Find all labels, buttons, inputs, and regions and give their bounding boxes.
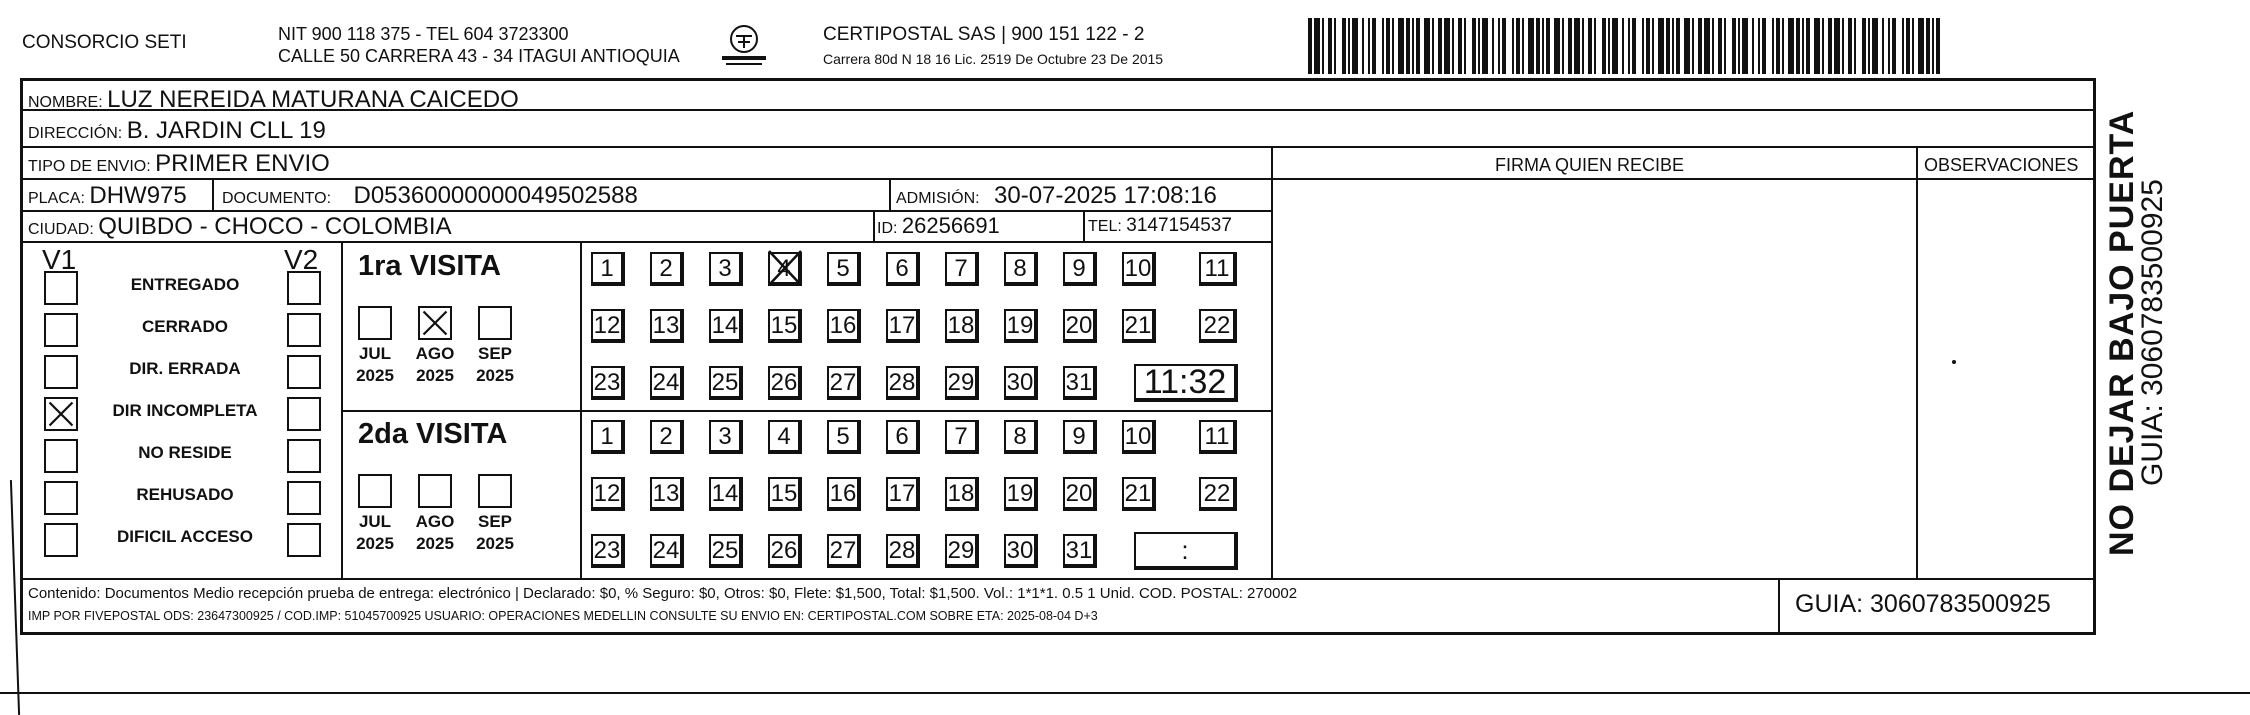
month-checkbox[interactable] [358,474,392,508]
placa-row [28,182,187,210]
tel-label: TEL: [1088,218,1122,235]
day-box[interactable]: 4 [768,420,802,454]
day-box[interactable]: 19 [1004,309,1038,343]
day-box[interactable]: 12 [591,477,625,511]
month-label: JUL [358,512,392,531]
footer-line2: IMP POR FIVEPOSTAL ODS: 23647300925 / COD.IMP: 51045700925 USUARIO: OPERACIONES MEDELLIN CONSULTE SU ENVIO EN: CERTIPOSTAL.COM SOBRE ETA: 2025-08-04 D+3 [28,609,1098,623]
admision-label: ADMISIÓN: [896,190,980,207]
year-label: 2025 [356,534,394,553]
tipo-row [28,150,330,178]
day-box[interactable]: 15 [768,477,802,511]
day-box[interactable]: 2 [650,420,684,454]
month-label: AGO [415,344,455,363]
day-box[interactable]: 3 [709,252,743,286]
day-box[interactable]: 17 [886,309,920,343]
id-row [877,213,1000,239]
month-label: AGO [415,512,455,531]
day-box[interactable]: 14 [709,309,743,343]
direccion-value: B. JARDIN CLL 19 [126,117,326,144]
month-checkbox[interactable] [418,306,452,340]
v2-checkbox[interactable] [287,313,321,347]
day-box[interactable]: 9 [1063,252,1097,286]
day-box[interactable]: 10 [1122,252,1156,286]
month-checkbox[interactable] [358,306,392,340]
day-box[interactable]: 7 [945,420,979,454]
day-box[interactable]: 5 [827,252,861,286]
day-box[interactable]: 9 [1063,420,1097,454]
day-box[interactable]: 13 [650,477,684,511]
id-label: ID: [877,220,898,237]
placa-label: PLACA: [28,190,85,207]
day-box[interactable]: 18 [945,309,979,343]
company-name: CONSORCIO SETI [22,32,187,53]
year-label: 2025 [416,366,454,385]
tel-row [1088,215,1232,237]
barcode [1308,18,1938,74]
day-box[interactable]: 8 [1004,252,1038,286]
nombre-value: LUZ NEREIDA MATURANA CAICEDO [107,86,519,113]
day-box[interactable]: 8 [1004,420,1038,454]
day-box[interactable]: 6 [886,252,920,286]
license-line: Carrera 80d N 18 16 Lic. 2519 De Octubre 23 De 2015 [823,51,1164,67]
month-checkbox[interactable] [418,474,452,508]
v2-label: V2 [284,244,319,275]
ciudad-row [28,213,452,241]
firma-header: FIRMA QUIEN RECIBE [1495,155,1685,175]
v1-label: V1 [42,244,77,275]
ciudad-label: CIUDAD: [28,221,94,238]
status-label: CERRADO [142,317,228,336]
direccion-label: DIRECCIÓN: [28,125,123,142]
tipo-value: PRIMER ENVIO [155,150,330,177]
day-box[interactable]: 29 [945,366,979,400]
day-box[interactable]: 24 [650,534,684,568]
day-box[interactable]: 31 [1063,534,1097,568]
v2-checkbox[interactable] [287,397,321,431]
bottom-edge [0,692,2250,694]
year-label: 2025 [356,366,394,385]
documento-row [222,182,638,210]
footer-line1: Contenido: Documentos Medio recepción prueba de entrega: electrónico | Declarado: $0, % Seguro: $0, Otros: $0, Flete: $1,500, Total: $1,500. Vol.: 1*1*1. 0.5 1 Unid. COD. POSTAL: 270002 [28,585,1298,602]
month-checkbox[interactable] [478,474,512,508]
v2-checkbox[interactable] [287,271,321,305]
day-box[interactable]: 4 [768,252,802,286]
day-box[interactable]: 28 [886,366,920,400]
admision-value: 30-07-2025 17:08:16 [994,182,1217,209]
observaciones-header: OBSERVACIONES [1924,155,2079,175]
nombre-row [28,86,519,114]
guia-box: GUIA: 3060783500925 [1795,590,2051,618]
carrier-line: CERTIPOSTAL SAS | 900 151 122 - 2 [823,24,1145,45]
day-box[interactable]: 23 [591,534,625,568]
day-box[interactable]: 28 [886,534,920,568]
tipo-label: TIPO DE ENVIO: [28,158,151,175]
visit-title: 1ra VISITA [358,250,501,282]
observaciones-mark [1952,360,1956,364]
year-label: 2025 [416,534,454,553]
day-box[interactable]: 25 [709,366,743,400]
day-box[interactable]: 19 [1004,477,1038,511]
day-box[interactable]: 16 [827,309,861,343]
no-dejar-text: NO DEJAR BAJO PUERTA [2103,109,2141,556]
status-label: NO RESIDE [138,443,232,462]
address-line: CALLE 50 CARRERA 43 - 34 ITAGUI ANTIOQUIA [278,46,680,66]
year-label: 2025 [476,534,514,553]
status-label: DIR. ERRADA [129,359,241,378]
delivery-form [20,78,2096,635]
month-label: JUL [358,344,392,363]
day-box[interactable]: 11 [1199,252,1237,286]
day-box[interactable]: 30 [1004,534,1038,568]
status-label: DIFICIL ACCESO [116,527,253,546]
day-box[interactable]: 17 [886,477,920,511]
day-box[interactable]: 14 [709,477,743,511]
time-box[interactable]: : [1134,532,1238,570]
direccion-row [28,117,326,145]
day-box[interactable]: 16 [827,477,861,511]
documento-value: D05360000000049502588 [353,182,638,209]
status-label: ENTREGADO [130,275,240,294]
side-guia-text: GUIA: 3060783500925 [2136,179,2169,486]
v2-checkbox[interactable] [287,439,321,473]
time-box[interactable]: 11:32 [1134,364,1238,402]
day-mark-x [766,248,804,288]
day-box[interactable]: 21 [1122,477,1156,511]
day-box[interactable]: 22 [1199,309,1237,343]
day-box[interactable]: 27 [827,534,861,568]
day-box[interactable]: 26 [768,366,802,400]
day-box[interactable]: 10 [1122,420,1156,454]
day-box[interactable]: 21 [1122,309,1156,343]
year-label: 2025 [476,366,514,385]
day-box[interactable]: 11 [1199,420,1237,454]
placa-value: DHW975 [89,182,187,209]
nit-line: NIT 900 118 375 - TEL 604 3723300 [278,24,569,44]
month-label: SEP [477,512,513,531]
day-box[interactable]: 30 [1004,366,1038,400]
month-checkbox[interactable] [478,306,512,340]
v2-checkbox[interactable] [287,481,321,515]
day-box[interactable]: 7 [945,252,979,286]
day-box[interactable]: 5 [827,420,861,454]
certipostal-logo [718,22,770,68]
day-box[interactable]: 20 [1063,309,1097,343]
nombre-label: NOMBRE: [28,94,103,111]
visit-title: 2da VISITA [358,418,508,450]
tel-value: 3147154537 [1126,215,1232,236]
status-label: DIR INCOMPLETA [112,401,258,420]
day-box[interactable]: 26 [768,534,802,568]
day-box[interactable]: 20 [1063,477,1097,511]
day-box[interactable]: 27 [827,366,861,400]
status-label: REHUSADO [136,485,234,504]
day-box[interactable]: 1 [591,420,625,454]
v2-checkbox[interactable] [287,523,321,557]
day-box[interactable]: 22 [1199,477,1237,511]
day-box[interactable]: 31 [1063,366,1097,400]
day-box[interactable]: 13 [650,309,684,343]
day-box[interactable]: 25 [709,534,743,568]
day-box[interactable]: 12 [591,309,625,343]
id-value: 26256691 [901,213,1000,238]
day-box[interactable]: 2 [650,252,684,286]
day-box[interactable]: 15 [768,309,802,343]
day-box[interactable]: 23 [591,366,625,400]
month-label: SEP [477,344,513,363]
admision-row [896,182,1217,210]
day-box[interactable]: 3 [709,420,743,454]
v2-checkbox[interactable] [287,355,321,389]
day-box[interactable]: 29 [945,534,979,568]
day-box[interactable]: 1 [591,252,625,286]
day-box[interactable]: 18 [945,477,979,511]
documento-label: DOCUMENTO: [222,190,332,207]
day-box[interactable]: 24 [650,366,684,400]
ciudad-value: QUIBDO - CHOCO - COLOMBIA [98,213,452,240]
day-box[interactable]: 6 [886,420,920,454]
scan-edge [10,480,20,715]
